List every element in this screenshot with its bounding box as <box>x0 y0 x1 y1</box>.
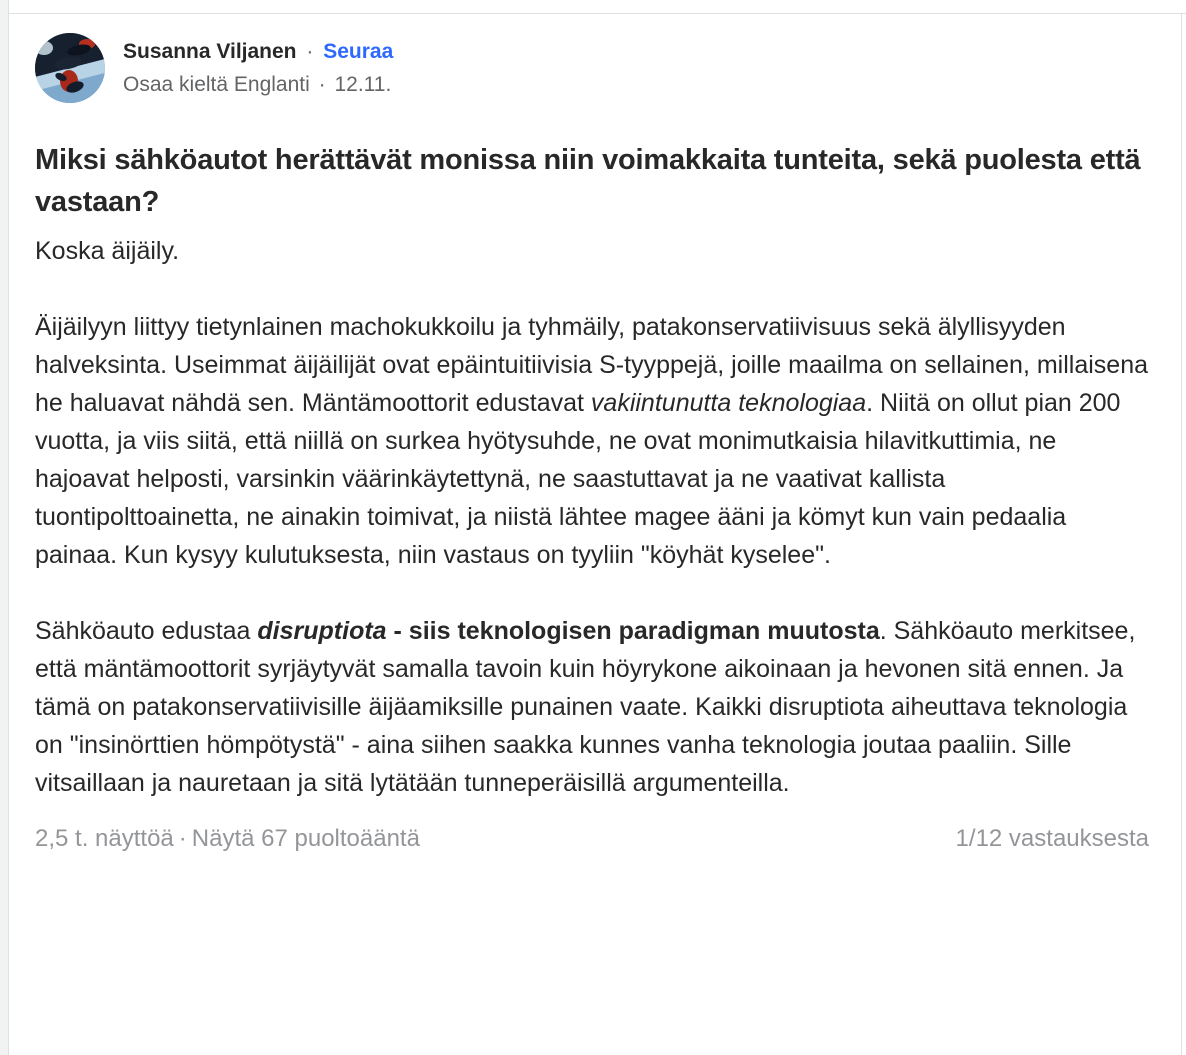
author-avatar[interactable] <box>35 33 105 103</box>
footer-separator: · <box>178 825 187 852</box>
author-block <box>123 39 393 97</box>
meta-separator: · <box>318 73 326 96</box>
post-footer <box>35 824 1149 854</box>
author-meta-line <box>123 72 393 97</box>
answer-paragraph-3: Sähköauto edustaa disruptiota - siis teknologisen paradigman muutosta. Sähköauto merkitsee, että mäntämoottorit syrjäytyvät samalla tavoin kuin höyrykone aikoinaan ja hevonen sitä ennen. Ja tämä on patakonservatiivisille äijäamiksille punainen vaate. Kaikki disruptiota aiheuttava teknologia on "insinörttien hömpötystä" - aina siihen saakka kunnes vanha teknologia joutaa paaliin. Sille vitsaillaan ja nauretaan ja sitä lytätään tunneperäisillä argumenteilla. <box>35 617 1136 797</box>
show-upvotes-link[interactable]: Näytä 67 puoltoääntä <box>191 825 420 852</box>
author-line <box>123 39 393 65</box>
view-count: 2,5 t. näyttöä <box>35 825 174 852</box>
post-date[interactable]: 12.11. <box>334 73 392 96</box>
answer-card <box>9 14 1181 854</box>
footer-stats <box>35 824 420 854</box>
page-left-gutter <box>0 0 9 1055</box>
author-follow-separator: · <box>306 40 314 63</box>
author-name[interactable]: Susanna Viljanen <box>123 40 297 63</box>
card-right-border <box>1181 14 1182 1055</box>
answer-paragraph-1: Koska äijäily. <box>35 237 180 265</box>
answer-paragraph-2: Äijäilyyn liittyy tietynlainen machokukkoilu ja tyhmäily, patakonservatiivisuus sekä älyllisyyden halveksinta. Useimmat äijäilijät ovat epäintuitiivisia S-tyyppejä, joille maailma on sellainen, millaisena he haluavat nähdä sen. Mäntämoottorit edustavat vakiintunutta teknologiaa. Niitä on ollut pian 200 vuotta, ja viis siitä, että niillä on surkea hyötysuhde, ne ovat monimutkaisia hilavitkuttimia, ne hajoavat helposti, varsinkin väärinkäytettynä, ne saastuttavat ja ne vaativat kallista tuontipolttoainetta, ne ainakin toimivat, ja niistä lähtee magee ääni ja kömyt kun vain pedaalia painaa. Kun kysyy kulutuksesta, niin vastaus on tyyliin "köyhät kyselee". <box>35 313 1149 569</box>
question-title[interactable]: Miksi sähköautot herättävät monissa niin voimakkaita tunteita, sekä puolesta että vastaan? <box>35 144 1141 218</box>
author-credential: Osaa kieltä Englanti <box>123 73 310 96</box>
post-header <box>35 33 1149 103</box>
answer-body <box>35 232 1149 802</box>
skydivers-photo <box>35 33 105 103</box>
follow-link[interactable]: Seuraa <box>323 40 394 63</box>
answer-position: 1/12 vastauksesta <box>955 825 1149 852</box>
